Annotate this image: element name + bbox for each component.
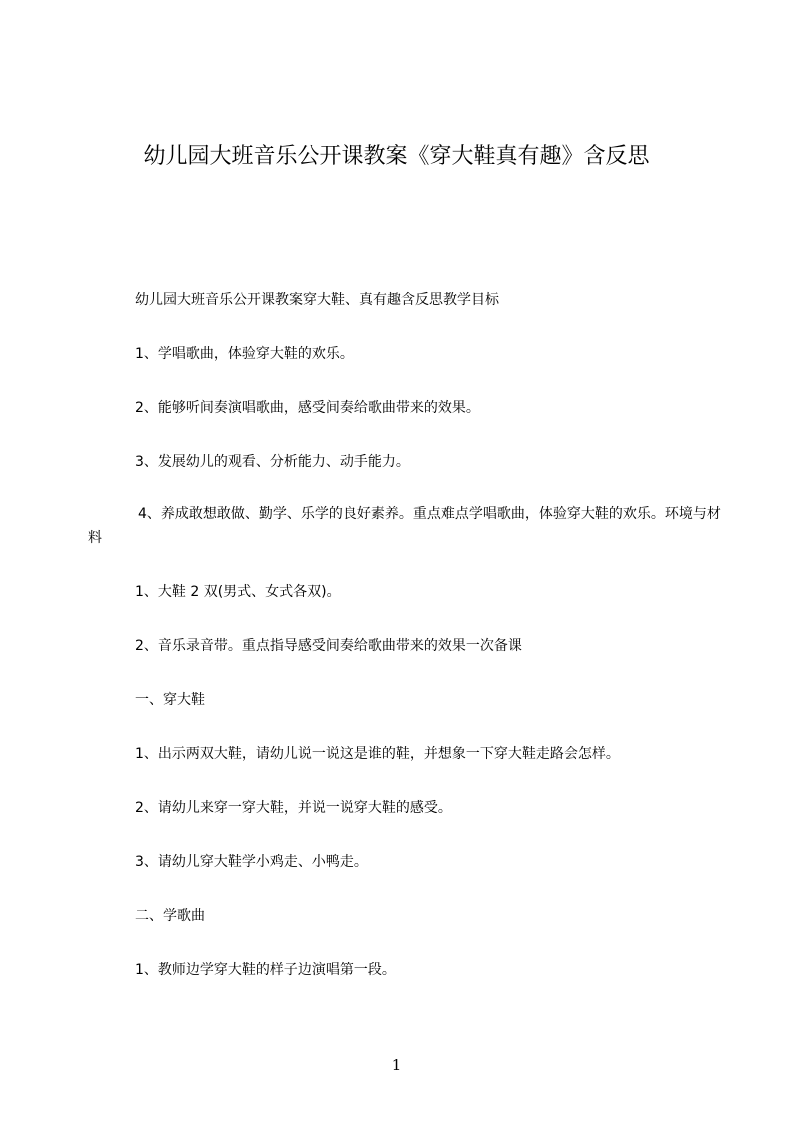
section-heading-2: 二、学歌曲: [135, 908, 205, 924]
page-number: 1: [391, 1056, 402, 1074]
paragraph-step-2: 2、请幼儿来穿一穿大鞋，并说一说穿大鞋的感受。: [135, 800, 452, 816]
paragraph-goal-3: 3、发展幼儿的观看、分析能力、动手能力。: [135, 454, 410, 470]
document-title: 幼儿园大班音乐公开课教案《穿大鞋真有趣》含反思: [143, 144, 650, 169]
paragraph-song-1: 1、教师边学穿大鞋的样子边演唱第一段。: [135, 962, 396, 978]
section-heading-1: 一、穿大鞋: [135, 692, 205, 708]
paragraph-goal-4: 4、养成敢想敢做、勤学、乐学的良好素养。重点难点学唱歌曲，体验穿大鞋的欢乐。环境与材料: [88, 506, 721, 546]
paragraph-intro: 幼儿园大班音乐公开课教案穿大鞋、真有趣含反思教学目标: [135, 292, 499, 308]
paragraph-step-3: 3、请幼儿穿大鞋学小鸡走、小鸭走。: [135, 854, 368, 870]
paragraph-step-1: 1、出示两双大鞋，请幼儿说一说这是谁的鞋，并想象一下穿大鞋走路会怎样。: [135, 746, 620, 762]
paragraph-material-1: 1、大鞋 2 双(男式、女式各双)。: [135, 584, 341, 600]
paragraph-goal-2: 2、能够听间奏演唱歌曲，感受间奏给歌曲带来的效果。: [135, 400, 480, 416]
paragraph-material-2: 2、音乐录音带。重点指导感受间奏给歌曲带来的效果一次备课: [135, 638, 522, 654]
paragraph-goal-1: 1、学唱歌曲，体验穿大鞋的欢乐。: [135, 346, 354, 362]
